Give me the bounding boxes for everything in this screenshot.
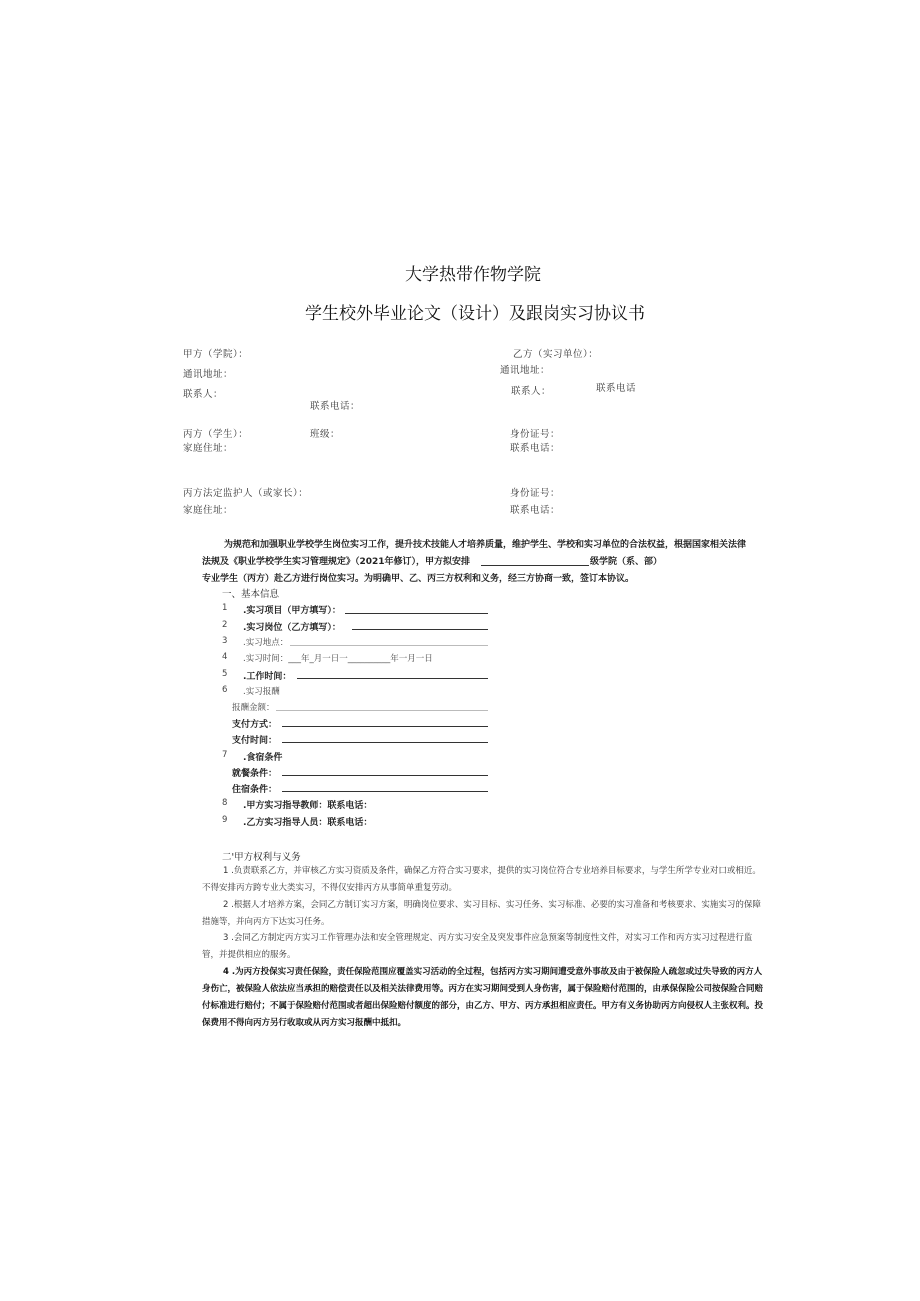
pay-time-label: 支付时间： [232,736,278,746]
party-b-contact-label: 联系人： [511,386,552,397]
pay-time-field[interactable] [282,742,488,743]
item-period-label: .实习时间：___年_月一日一__________年一月一日 [243,654,433,664]
party-c-label: 丙方（学生）： [183,429,249,440]
item-location-label: .实习地点： [243,638,289,648]
clause-num: 3 [223,933,229,943]
item-board-label: .食宿条件 [243,753,283,763]
clause-3 [202,930,765,964]
intro-line-2b: 级学院（系、部） [590,557,663,567]
meal-field[interactable] [282,775,488,776]
university-name: 大学热带作物学院 [405,265,541,285]
item-num: 2 [222,620,228,630]
item-num: 1 [222,603,228,613]
item-project-label: .实习项目（甲方填写）： [243,606,341,616]
clause-text: .会同乙方制定丙方实习工作管理办法和安全管理规定、丙方实习安全及突发事件应急预案等制度性文件，对实习工作和丙方实习过程进行监管，并提供相应的服务。 [202,933,753,960]
section-2-heading: 二'甲方权利与义务 [222,852,301,863]
guardian-phone-label: 联系电话： [510,505,561,516]
item-num: 3 [222,636,228,646]
guardian-id-label: 身份证号： [510,488,561,499]
party-a-contact-label: 联系人： [183,389,224,400]
party-b-phone-label: 联系电话 [596,383,637,394]
class-label: 班级： [310,429,341,440]
worktime-field[interactable] [297,678,488,679]
item-worktime-label: .工作时间： [243,672,292,682]
item-num: 7 [222,750,228,760]
pay-method-field[interactable] [282,726,488,727]
clause-text: .负责联系乙方，并审核乙方实习资质及条件，确保乙方符合实习要求，提供的实习岗位符合专业培养目标要求，与学生所学专业对口或相近。不得安排丙方跨专业大类实习，不得仅安排丙方从事简单重复劳动。 [202,866,761,893]
meal-label: 就餐条件： [232,769,278,779]
clause-num: 1 [223,866,229,876]
intro-line-2a: 法规及《职业学校学生实习管理规定》（2021年修订），甲方拟安排 [202,557,471,567]
guardian-label: 丙方法定监护人（或家长）： [183,488,309,499]
item-pay-label: .实习报酬 [243,687,280,697]
guardian-home-label: 家庭住址： [183,505,234,516]
item-num: 4 [222,652,228,662]
party-c-home-label: 家庭住址： [183,443,234,454]
pay-amount-label: 报酬金额： [232,703,275,713]
intro-line-1: 为规范和加强职业学校学生岗位实习工作，提升技术技能人才培养质量，维护学生、学校和实习单位的合法权益，根据国家相关法律 [224,540,747,550]
party-b-label: 乙方（实习单位）： [513,349,599,360]
clause-num: 4 [223,967,229,977]
pay-method-label: 支付方式： [232,720,278,730]
party-c-id-label: 身份证号： [510,429,561,440]
college-blank[interactable] [481,565,589,566]
item-num: 8 [222,798,228,808]
clause-2 [202,897,765,931]
clause-text: .为丙方投保实习责任保险，责任保险范围应覆盖实习活动的全过程，包括丙方实习期间遭受意外事故及由于被保险人疏忽或过失导致的丙方人身伤亡，被保险人依法应当承担的赔偿责任以及相关法律费用等。丙方在实习期间受到人身伤害，属于保险赔付范围的，由承保保险公司按保险合同赔付标准进行赔付；不属于保险赔付范围或者超出保险赔付额度的部分，由乙方、甲方、丙方承担相应责任。甲方有义务协助丙方向侵权人主张权利。投保费用不得向丙方另行收取或从丙方实习报酬中抵扣。 [202,967,764,1028]
position-field[interactable] [352,629,488,630]
item-mentor-label: .乙方实习指导人员：联系电话： [243,818,373,828]
party-a-phone-label: 联系电话： [310,401,361,412]
document-title: 学生校外毕业论文（设计）及跟岗实习协议书 [305,304,645,324]
item-position-label: .实习岗位（乙方填写）： [243,623,341,633]
party-a-label: 甲方（学院）： [183,349,249,360]
clause-num: 2 [223,900,229,910]
project-field[interactable] [345,613,488,614]
item-num: 6 [222,685,228,695]
location-field[interactable] [290,645,488,646]
clause-1 [202,863,765,897]
clause-text: .根据人才培养方案，会同乙方制订实习方案，明确岗位要求、实习目标、实习任务、实习标准、必要的实习准备和考核要求、实施实习的保障措施等，并向丙方下达实习任务。 [202,900,761,927]
party-a-address-label: 通讯地址： [183,369,234,380]
clause-4 [202,964,765,1032]
item-num: 9 [222,815,228,825]
pay-amount-field[interactable] [276,710,488,711]
item-num: 5 [222,669,228,679]
intro-line-3: 专业学生（丙方）赴乙方进行岗位实习。为明确甲、乙、丙三方权利和义务，经三方协商一致，签订本协议。 [202,574,635,584]
lodging-label: 住宿条件： [232,785,278,795]
lodging-field[interactable] [282,791,488,792]
item-teacher-label: .甲方实习指导教师：联系电话： [243,801,373,811]
party-c-phone-label: 联系电话： [510,443,561,454]
party-b-address-label: 通讯地址： [500,365,551,376]
section-1-heading: 一、基本信息 [222,589,280,600]
